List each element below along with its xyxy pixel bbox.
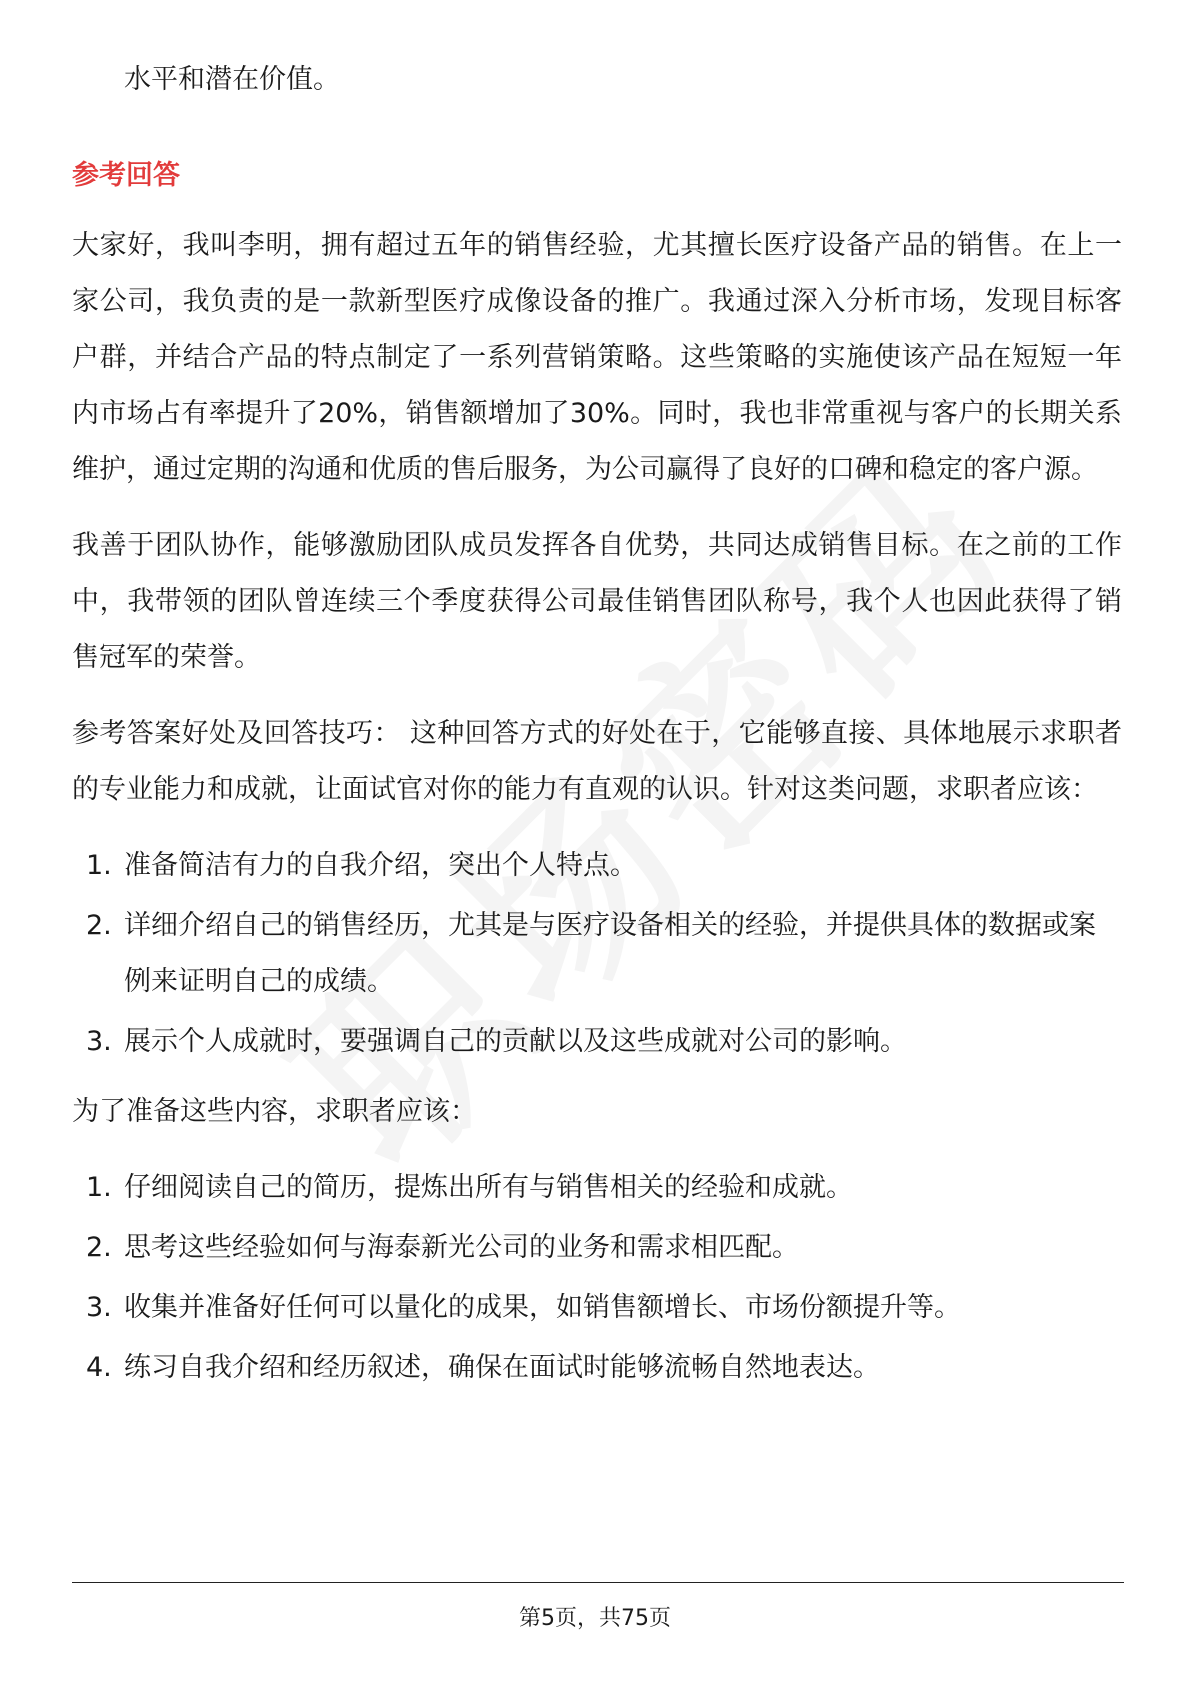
list-item — [72, 898, 1122, 1010]
list-item — [72, 1160, 1122, 1216]
list-item — [72, 1220, 1122, 1276]
document-page — [72, 40, 1122, 1410]
list-text: 练习自我介绍和经历叙述，确保在面试时能够流畅自然地表达。 — [124, 1352, 880, 1383]
prep-paragraph: 为了准备这些内容，求职者应该： — [72, 1096, 477, 1127]
prep-list — [72, 1160, 1122, 1396]
tips-paragraph: 参考答案好处及回答技巧： 这种回答方式的好处在于，它能够直接、具体地展示求职者的专业能力和成就，让面试官对你的能力有直观的认识。针对这类问题，求职者应该： — [72, 718, 1122, 805]
list-text: 展示个人成就时，要强调自己的贡献以及这些成就对公司的影响。 — [124, 1026, 907, 1057]
answer-paragraph-2: 我善于团队协作，能够激励团队成员发挥各自优势，共同达成销售目标。在之前的工作中，我带领的团队曾连续三个季度获得公司最佳销售团队称号，我个人也因此获得了销售冠军的荣誉。 — [72, 530, 1122, 673]
list-number: 3. — [86, 1026, 112, 1057]
continuation-text: 水平和潜在价值。 — [124, 64, 340, 95]
list-item — [72, 1014, 1122, 1070]
list-item — [72, 1280, 1122, 1336]
section-title: 参考回答 — [72, 160, 180, 191]
list-text: 收集并准备好任何可以量化的成果，如销售额增长、市场份额提升等。 — [124, 1292, 961, 1323]
tips-list — [72, 838, 1122, 1070]
list-number: 1. — [86, 1172, 112, 1203]
page-number: 第5页，共75页 — [519, 1606, 671, 1631]
list-text: 思考这些经验如何与海泰新光公司的业务和需求相匹配。 — [124, 1232, 799, 1263]
list-number: 4. — [86, 1352, 112, 1383]
list-number: 1. — [86, 850, 112, 881]
list-number: 2. — [86, 1232, 112, 1263]
list-text: 详细介绍自己的销售经历，尤其是与医疗设备相关的经验，并提供具体的数据或案例来证明自己的成绩。 — [124, 910, 1096, 997]
list-number: 2. — [86, 910, 112, 941]
list-text: 仔细阅读自己的简历，提炼出所有与销售相关的经验和成就。 — [124, 1172, 853, 1203]
footer-divider — [72, 1582, 1124, 1583]
list-number: 3. — [86, 1292, 112, 1323]
list-item — [72, 1340, 1122, 1396]
list-text: 准备简洁有力的自我介绍，突出个人特点。 — [124, 850, 637, 881]
list-item — [72, 838, 1122, 894]
answer-paragraph-1: 大家好，我叫李明，拥有超过五年的销售经验，尤其擅长医疗设备产品的销售。在上一家公司，我负责的是一款新型医疗成像设备的推广。我通过深入分析市场，发现目标客户群，并结合产品的特点制定了一系列营销策略。这些策略的实施使该产品在短短一年内市场占有率提升了20%，销售额增加了30%。同时，我也非常重视与客户的长期关系维护，通过定期的沟通和优质的售后服务，为公司赢得了良好的口碑和稳定的客户源。 — [72, 230, 1122, 485]
